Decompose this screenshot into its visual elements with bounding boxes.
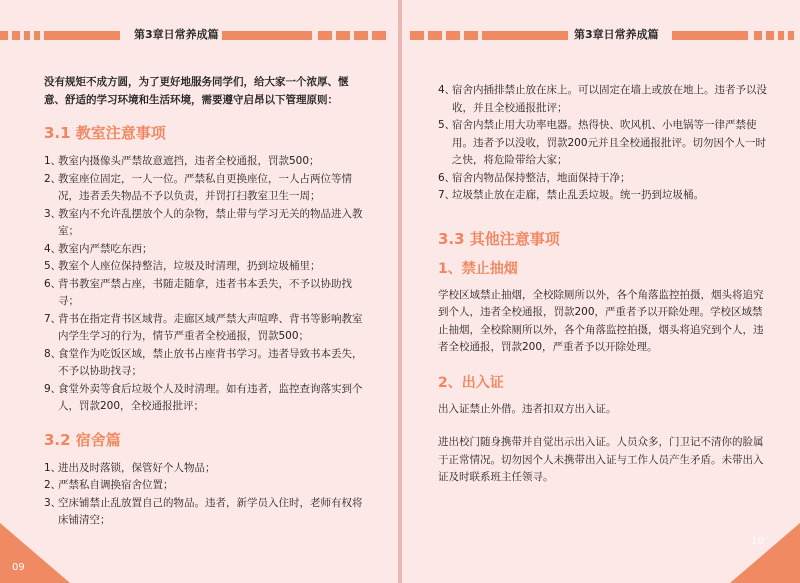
header-stripe [34,31,40,40]
page-number: 10 [751,536,764,547]
right-body [438,82,768,487]
list-item: 9、 食堂外卖等食后垃圾个人及时清理。如有违者，监控查询落实到个人，罚款200，全校通报批评； [44,382,363,412]
classroom-rules-list [44,153,369,416]
list-item: 5、 教室个人座位保持整洁，垃圾及时清理，扔到垃圾桶里； [44,260,321,272]
page-corner-decoration [0,523,70,583]
page-number: 09 [12,562,25,573]
list-item: 4、 教室内严禁吃东西； [44,242,153,255]
header-stripe [372,31,386,40]
list-item: 6、 背书教室严禁占座，书随走随拿，违者书本丢失，不予以协助找寻； [44,277,352,307]
intro-paragraph: 没有规矩不成方圆，为了更好地服务同学们，给大家一个浓厚、惬意、舒适的学习环境和生活环境，需要遵守启昂以下管理原则： [44,76,349,106]
header-stripe [482,31,568,40]
header-stripe [336,31,350,40]
header-stripe [318,31,332,40]
subsection-heading-pass: 2、出入证 [438,374,504,391]
list-item: 6、 宿舍内物品保持整洁，地面保持干净； [438,171,631,184]
header-stripe [778,31,784,40]
left-body [44,74,369,530]
list-item: 4、 宿舍内插排禁止放在床上。可以固定在墙上或放在地上。违者予以没收，并且全校通报批评； [438,84,767,114]
header-stripe [24,31,30,40]
header-stripe [12,31,20,40]
header-stripe [428,31,442,40]
pass-paragraph: 出入证禁止外借。违者扣双方出入证。 [438,402,617,415]
header-stripe [410,31,424,40]
header-stripe [464,31,478,40]
header-stripe [44,31,120,40]
dorm-rules-list-continued [438,82,768,205]
list-item: 7、 背书在指定背书区域背。走廊区域严禁大声喧哗、背书等影响教室内学生学习的行为，情节严重者全校通报，罚款500； [44,312,363,342]
left-header [0,28,398,40]
list-item: 2、 严禁私自调换宿舍位置； [44,479,174,491]
header-stripe [766,31,774,40]
subsection-heading-smoking: 1、禁止抽烟 [438,260,518,277]
list-item: 7、 垃圾禁止放在走廊，禁止乱丢垃圾。统一扔到垃圾桶。 [438,189,704,201]
header-stripe [446,31,460,40]
header-stripe [354,31,368,40]
right-header [402,28,800,40]
list-item: 3、 空床铺禁止乱放置自己的物品。违者，新学员入住时，老师有权将床铺清空； [44,496,363,526]
header-stripe [222,31,312,40]
header-title: 第3章日常养成篇 [134,28,219,41]
dorm-rules-list [44,460,369,530]
header-stripe [672,31,748,40]
header-stripe [788,31,794,40]
list-item: 3、 教室内不允许乱摆放个人的杂物，禁止带与学习无关的物品进入教室； [44,207,363,237]
section-heading-other: 3.3 其他注意事项 [438,229,560,248]
left-page [0,0,398,583]
right-page [402,0,800,583]
list-item: 8、 食堂作为吃饭区域，禁止放书占座背书学习。违者导致书本丢失，不予以协助找寻； [44,347,363,377]
header-stripe [754,31,762,40]
header-title: 第3章日常养成篇 [574,28,659,41]
list-item: 5、 宿舍内禁止用大功率电器。热得快、吹风机、小电锅等一律严禁使用。违者予以没收，罚款200元并且全校通报批评。切勿因个人一时之快，将危险带给大家； [438,119,767,166]
page-corner-decoration [730,523,800,583]
section-heading-classroom: 3.1 教室注意事项 [44,124,166,142]
list-item: 2、 教室座位固定，一人一位。严禁私自更换座位，一人占两位等情况，违者丢失物品不予以负责，并罚打扫教室卫生一周； [44,172,352,202]
section-heading-dorm: 3.2 宿舍篇 [44,430,121,449]
list-item: 1、 教室内摄像头严禁故意遮挡，违者全校通报，罚款500； [44,155,320,167]
list-item: 1、 进出及时落锁，保管好个人物品； [44,461,216,474]
smoking-paragraph: 学校区域禁止抽烟，全校除厕所以外，各个角落监控拍摄，烟头将追究到个人，违者全校通报，罚款200，严重者予以开除处理。学校区域禁止抽烟，全校除厕所以外，各个角落监控拍摄，烟头将追究到个人，违者全校通报，罚款200，严重者予以开除处理。 [438,288,764,353]
pass-paragraph: 进出校门随身携带并自觉出示出入证。人员众多，门卫记不清你的脸属于正常情况。切勿因个人未携带出入证与工作人员产生矛盾。未带出入证及时联系班主任领寻。 [438,436,764,483]
header-stripe [0,31,8,40]
